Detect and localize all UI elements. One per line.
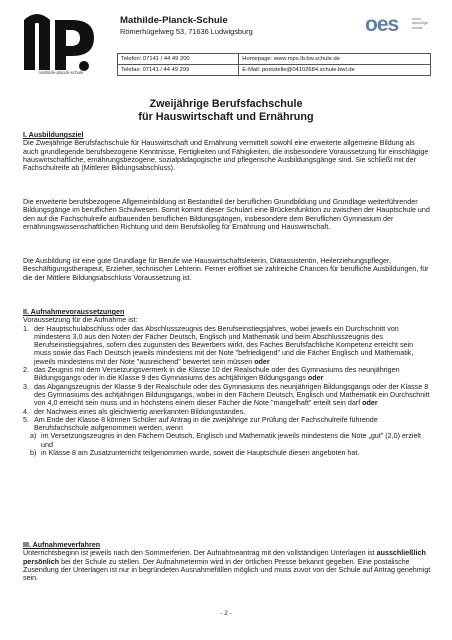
logo-caption: mathilde-planck-schule [38,70,84,75]
phone-cell: Telefon: 07141 / 44 49 200 [118,54,239,65]
oes-logo-subtext: zurck aprochige schule [412,17,428,30]
section-ausbildungsziel-p3 [23,257,431,282]
document-title-line2: für Hauswirtschaft und Ernährung [138,111,314,123]
list-item: 5. Am Ende der Klasse 8 können Schüler auf Antrag in die zweijährige zur Prüfung der Fachschulreife führende Berufsfachschule aufgenommen werden, wenn [23,415,378,433]
list-item: 2. das Zeugnis mit dem Versetzungsvermerk in die Klasse 10 der Realschule oder des Gymnasiums des neunjährigen Bildungsgangs oder in die Klasse 9 des Gymnasiums des achtjährigen Bildungsgangs oder [23,366,400,383]
sub-requirements-list [23,432,431,457]
section-heading: II. Aufnahmevoraussetzungen [23,308,125,316]
oes-logo-text: oes [365,13,399,36]
paragraph: Die Zweijährige Berufsfachschule für Hauswirtschaft und Ernährung vermittelt sowohl eine erweiterte allgemeine Bildung als auch grundlegende berufsbezogene Kenntnisse, Fertigkeiten und Fähigkeiten, die insbesondere Voraussetzung für einschlägige hauswirtschaftliche, ernährungsbezogene, sozialpädagogische und pflegerische Ausbildungsgänge sind. Sie schließt mit der Fachschulreife ab (Mittlerer Bildungsabschluss). [23,139,429,173]
school-name: Mathilde-Planck-Schule [120,15,228,26]
list-item: 3. das Abgangszeugnis der Klasse 9 der Realschule oder des Gymnasiums des neunjährigen Bildungsgangs oder der Klasse 8 des Gymnasiums des achtjährigen Bildungsgangs, wobei in den Fächern Deutsch, Englisch und Mathematik ein Durchschnitt von 4,0 erreicht sein muss und in höchstens einem dieser Fächer die Note "mangelhaft" erteilt sein darf oder [23,382,430,408]
paragraph: Unterrichtsbeginn ist jeweils nach den Sommerferien. Der Aufnahmeantrag mit den vollständigen Unterlagen ist ausschließlich persönlich bei der Schule zu stellen. Der Aufnahmetermin wird in der örtlichen Presse bekannt gegeben. Eine postalische Zusendung der Unterlagen ist nur in begründeten Ausnahmefällen möglich und muss zuvor von der Schule auf Antrag genehmigt sein. [23,549,431,583]
sub-list-item: b) in Klasse 8 am Zusatzunterricht teilgenommen wurde, soweit die Hauptschule diesen angeboten hat. [30,449,360,458]
document-title-line1: Zweijährige Berufsfachschule [149,98,303,110]
fax-cell: Telefax: 07141 / 44 49 299 [118,64,239,75]
list-item: 4. der Nachweis eines als gleichwertig anerkannten Bildungsstandes. [23,407,246,416]
section-heading: III. Aufnahmeverfahren [23,541,101,549]
intro-text: Voraussetzung für die Aufnahme ist: [23,316,138,325]
section-ausbildungsziel-p2 [23,198,431,231]
section-heading: I. Ausbildungsziel [23,131,84,139]
section-ausbildungsziel [23,131,431,172]
paragraph: Die erweiterte berufsbezogene Allgemeinbildung ist Bestandteil der beruflichen Grundbildung und Grundlage weiterführender Bildungsgänge im beruflichen Schulwesen. Somit kommt dieser Schulart eine Brückenfunktion zu zwischen der Hauptschule und den auf die Fachschulreife aufbauenden beruflichen Bildungsgängen, insbesondere dem Beruflichen Gymnasium der ernährungswissenschaftlichen Richtung und dem Berufskolleg für Ernährung und Hauswirtschaft. [23,198,430,231]
sub-list-item: a) im Versetzungszeugnis in den Fächern Deutsch, Englisch und Mathematik jeweils mindestens die Note „gut" (2,0) erzielt und [30,432,421,449]
section-aufnahmeverfahren [23,541,431,582]
school-logo [24,14,98,76]
section-aufnahmevoraussetzungen [23,308,431,457]
homepage-cell[interactable]: Homepage: www.mps.lb.bw.schule.de [239,54,431,65]
contact-table [117,53,431,76]
requirements-list [23,325,431,433]
school-address: Römerhügelweg 53, 71636 Ludwigsburg [120,27,253,36]
paragraph: Die Ausbildung ist eine gute Grundlage für Berufe wie Hauswirtschaftsleiterin, Diätassistentin, Heilerziehungspfleger, Beschäftigungstherapeut, Erzieher, technischer Lehrerin. Ferner eröffnet sie zahlreiche Chancen für berufliche Ausbildungen, für die der Mittlere Bildungsabschluss Voraussetzung ist. [23,257,429,282]
email-cell[interactable]: E-Mail: poststelle@04102684.schule.bwl.de [239,64,431,75]
list-item: 1. der Hauptschulabschluss oder das Abschlusszeugnis des Berufseinstiegsjahres, wobei jeweils ein Durchschnitt von mindestens 3,0 aus den Noten der Fächer Deutsch, Englisch und Mathematik und beim Abschlusszeugnis des Berufseinstiegsjahres, sofern dies zugunsten des Bewerbers wirkt, des Faches Berufsfachliche Kompetenz erreicht sein muss sowie das Fach Deutsch jeweils mindestens mit der Note "befriedigend" und die Fächer Englisch und Mathematik, jeweils mindestens mit der Note "ausreichend" bewertet sein müssen oder [23,324,414,366]
page-number: - 2 - [220,610,232,617]
